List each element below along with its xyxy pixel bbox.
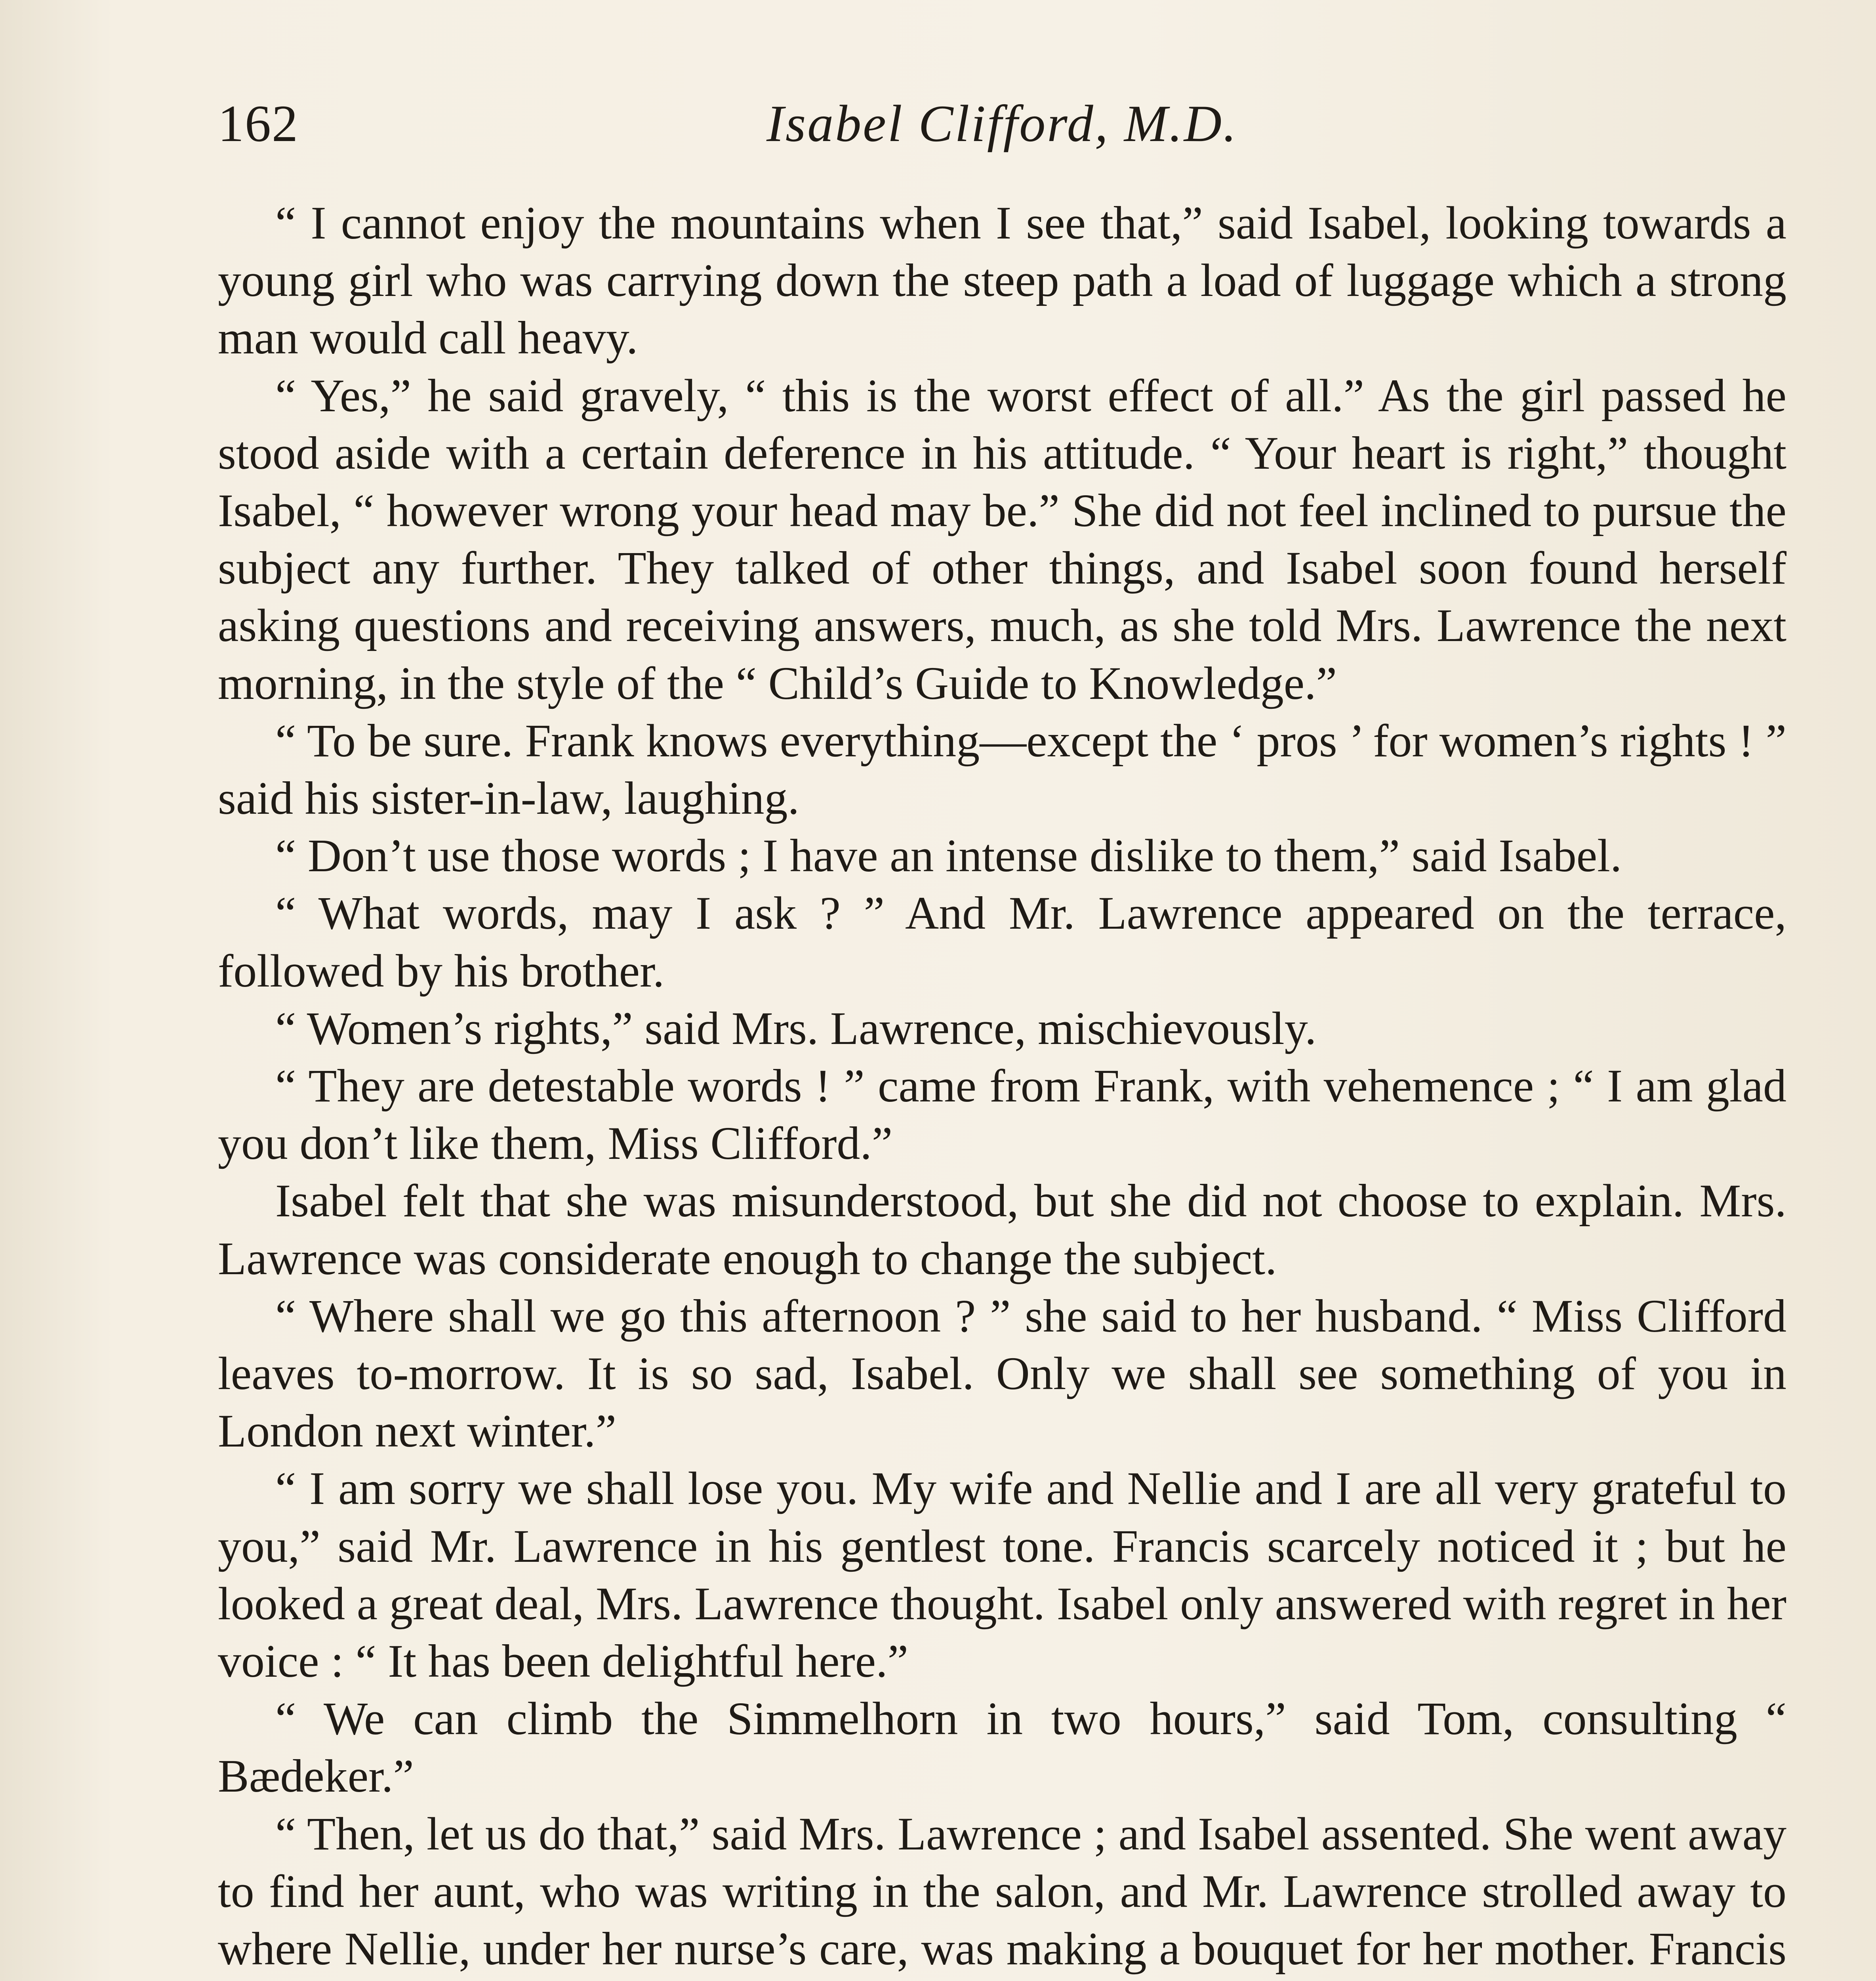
- paragraph: “ I am sorry we shall lose you. My wife and Nellie and I are all very grateful to you,” said Mr. Lawrence in his gentlest tone. Francis scarcely noticed it ; but he looked a great deal, Mrs. Lawrence thought. Isabel only answered with regret in her voice : “ It has been delightful here.”: [218, 1462, 1786, 1687]
- paragraph: “ Don’t use those words ; I have an intense dislike to them,” said Isabel.: [275, 830, 1622, 882]
- running-head: Isabel Clifford, M.D.: [766, 94, 1238, 153]
- paragraph: “ They are detestable words ! ” came from Frank, with vehemence ; “ I am glad you don’t like them, Miss Clifford.”: [218, 1060, 1786, 1170]
- body-text: [218, 194, 1786, 1981]
- paragraph: Isabel felt that she was misunderstood, but she did not choose to explain. Mrs. Lawrence was considerate enough to change the subject.: [218, 1175, 1786, 1284]
- paragraph: “ Women’s rights,” said Mrs. Lawrence, mischievously.: [275, 1002, 1317, 1054]
- page-number: 162: [218, 94, 299, 153]
- paragraph: “ I cannot enjoy the mountains when I see that,” said Isabel, looking towards a young girl who was carrying down the steep path a load of luggage which a strong man would call heavy.: [218, 197, 1786, 364]
- paragraph: “ We can climb the Simmelhorn in two hours,” said Tom, consulting “ Bædeker.”: [218, 1693, 1786, 1802]
- page-header: [218, 85, 1786, 164]
- paragraph: “ Then, let us do that,” said Mrs. Lawrence ; and Isabel assented. She went away to find her aunt, who was writing in the salon, and Mr. Lawrence strolled away to where Nellie, under her nurse’s care, was making a bouquet for her mother. Francis: [218, 1807, 1786, 1975]
- paragraph: “ To be sure. Frank knows everything—except the ‘ pros ’ for women’s rights ! ” said his sister-in-law, laughing.: [218, 714, 1786, 824]
- paragraph: “ What words, may I ask ? ” And Mr. Lawrence appeared on the terrace, followed by his brother.: [218, 887, 1786, 997]
- paragraph: “ Where shall we go this afternoon ? ” she said to her husband. “ Miss Clifford leaves to-morrow. It is so sad, Isabel. Only we shall see something of you in London next winter.”: [218, 1290, 1786, 1457]
- paragraph: “ Yes,” he said gravely, “ this is the worst effect of all.” As the girl passed he stood aside with a certain deference in his attitude. “ Your heart is right,” thought Isabel, “ however wrong your head may be.” She did not feel inclined to pursue the subject any further. They talked of other things, and Isabel soon found herself asking questions and receiving answers, much, as she told Mrs. Lawrence the next morning, in the style of the “ Child’s Guide to Knowledge.”: [218, 369, 1786, 709]
